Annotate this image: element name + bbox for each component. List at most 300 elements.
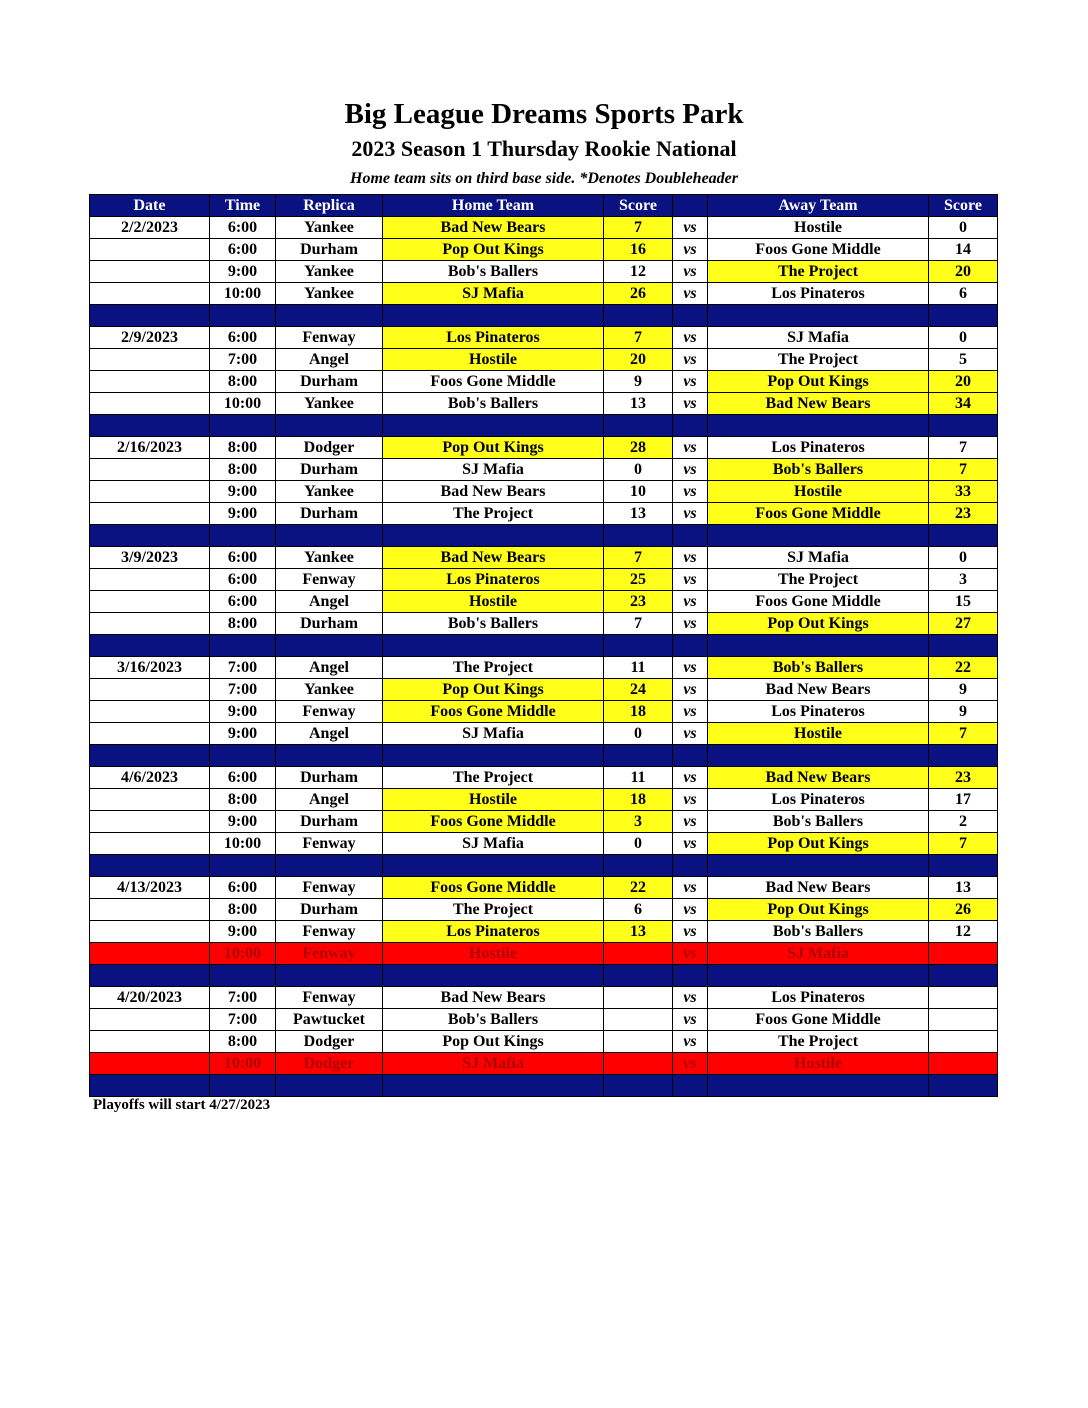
date-cell bbox=[90, 371, 210, 393]
date-cell: 4/6/2023 bbox=[90, 767, 210, 789]
table-row bbox=[90, 1031, 998, 1053]
away-team-cell: Bob's Ballers bbox=[708, 811, 929, 833]
date-cell bbox=[90, 789, 210, 811]
week-separator-row bbox=[90, 415, 998, 437]
table-row bbox=[90, 943, 998, 965]
table-row bbox=[90, 437, 998, 459]
separator-cell bbox=[276, 415, 383, 437]
date-cell bbox=[90, 679, 210, 701]
field-cell: Fenway bbox=[276, 569, 383, 591]
separator-cell bbox=[708, 855, 929, 877]
separator-cell bbox=[90, 415, 210, 437]
home-score-cell: 13 bbox=[604, 503, 673, 525]
table-row bbox=[90, 591, 998, 613]
separator-cell bbox=[929, 525, 998, 547]
vs-cell: vs bbox=[673, 789, 708, 811]
home-team-cell: Pop Out Kings bbox=[383, 437, 604, 459]
separator-cell bbox=[383, 525, 604, 547]
date-cell bbox=[90, 811, 210, 833]
away-team-cell: SJ Mafia bbox=[708, 547, 929, 569]
separator-cell bbox=[604, 965, 673, 987]
home-team-cell: Los Pinateros bbox=[383, 327, 604, 349]
schedule-body bbox=[90, 217, 998, 1097]
time-cell: 9:00 bbox=[210, 481, 276, 503]
field-cell: Yankee bbox=[276, 679, 383, 701]
separator-cell bbox=[210, 1075, 276, 1097]
home-team-cell: SJ Mafia bbox=[383, 283, 604, 305]
date-cell bbox=[90, 701, 210, 723]
week-separator-row bbox=[90, 1075, 998, 1097]
away-team-cell: Hostile bbox=[708, 481, 929, 503]
date-cell bbox=[90, 1009, 210, 1031]
away-team-cell: Bad New Bears bbox=[708, 767, 929, 789]
home-score-cell: 23 bbox=[604, 591, 673, 613]
home-score-cell bbox=[604, 1009, 673, 1031]
home-score-cell: 7 bbox=[604, 547, 673, 569]
date-cell bbox=[90, 943, 210, 965]
date-cell bbox=[90, 283, 210, 305]
separator-cell bbox=[708, 525, 929, 547]
date-cell bbox=[90, 833, 210, 855]
date-cell: 2/2/2023 bbox=[90, 217, 210, 239]
time-cell: 6:00 bbox=[210, 591, 276, 613]
field-cell: Angel bbox=[276, 657, 383, 679]
field-cell: Fenway bbox=[276, 327, 383, 349]
separator-cell bbox=[929, 415, 998, 437]
week-separator-row bbox=[90, 525, 998, 547]
separator-cell bbox=[90, 525, 210, 547]
away-score-cell: 14 bbox=[929, 239, 998, 261]
date-cell bbox=[90, 481, 210, 503]
home-team-cell: Foos Gone Middle bbox=[383, 701, 604, 723]
away-score-cell: 9 bbox=[929, 701, 998, 723]
vs-cell: vs bbox=[673, 393, 708, 415]
away-team-cell: Foos Gone Middle bbox=[708, 1009, 929, 1031]
field-cell: Fenway bbox=[276, 987, 383, 1009]
table-row bbox=[90, 261, 998, 283]
away-score-cell: 20 bbox=[929, 261, 998, 283]
separator-cell bbox=[210, 855, 276, 877]
separator-cell bbox=[383, 965, 604, 987]
away-team-cell: Los Pinateros bbox=[708, 987, 929, 1009]
vs-cell: vs bbox=[673, 657, 708, 679]
field-cell: Fenway bbox=[276, 877, 383, 899]
home-score-cell: 18 bbox=[604, 789, 673, 811]
vs-cell: vs bbox=[673, 459, 708, 481]
home-team-cell: Hostile bbox=[383, 349, 604, 371]
away-team-cell: Los Pinateros bbox=[708, 437, 929, 459]
schedule-table bbox=[89, 194, 998, 1097]
home-score-cell: 7 bbox=[604, 217, 673, 239]
away-score-cell: 6 bbox=[929, 283, 998, 305]
vs-cell: vs bbox=[673, 613, 708, 635]
separator-cell bbox=[383, 855, 604, 877]
date-cell bbox=[90, 569, 210, 591]
date-cell bbox=[90, 1053, 210, 1075]
home-team-cell: Bad New Bears bbox=[383, 987, 604, 1009]
home-score-cell: 13 bbox=[604, 393, 673, 415]
separator-cell bbox=[210, 635, 276, 657]
home-score-cell: 6 bbox=[604, 899, 673, 921]
separator-cell bbox=[210, 745, 276, 767]
away-score-cell: 0 bbox=[929, 217, 998, 239]
away-team-cell: Hostile bbox=[708, 723, 929, 745]
away-team-cell: Foos Gone Middle bbox=[708, 503, 929, 525]
away-score-cell: 7 bbox=[929, 459, 998, 481]
time-cell: 8:00 bbox=[210, 899, 276, 921]
time-cell: 6:00 bbox=[210, 217, 276, 239]
vs-cell: vs bbox=[673, 591, 708, 613]
time-cell: 10:00 bbox=[210, 1053, 276, 1075]
field-cell: Yankee bbox=[276, 283, 383, 305]
home-team-cell: SJ Mafia bbox=[383, 1053, 604, 1075]
away-score-cell: 7 bbox=[929, 723, 998, 745]
time-cell: 7:00 bbox=[210, 679, 276, 701]
home-score-cell: 7 bbox=[604, 613, 673, 635]
home-score-cell: 0 bbox=[604, 833, 673, 855]
home-team-cell: The Project bbox=[383, 657, 604, 679]
field-cell: Durham bbox=[276, 371, 383, 393]
separator-cell bbox=[604, 635, 673, 657]
time-cell: 9:00 bbox=[210, 503, 276, 525]
home-team-cell: The Project bbox=[383, 503, 604, 525]
home-score-cell: 25 bbox=[604, 569, 673, 591]
week-separator-row bbox=[90, 635, 998, 657]
home-score-cell: 26 bbox=[604, 283, 673, 305]
field-cell: Durham bbox=[276, 239, 383, 261]
separator-cell bbox=[929, 745, 998, 767]
away-score-cell: 0 bbox=[929, 327, 998, 349]
separator-cell bbox=[708, 965, 929, 987]
field-cell: Fenway bbox=[276, 943, 383, 965]
schedule-note: Home team sits on third base side. *Denotes Doubleheader bbox=[350, 170, 738, 187]
col-header-replica: Replica bbox=[276, 195, 383, 217]
away-score-cell bbox=[929, 1031, 998, 1053]
date-cell: 2/9/2023 bbox=[90, 327, 210, 349]
away-score-cell: 12 bbox=[929, 921, 998, 943]
home-score-cell: 13 bbox=[604, 921, 673, 943]
away-score-cell: 2 bbox=[929, 811, 998, 833]
field-cell: Durham bbox=[276, 811, 383, 833]
time-cell: 8:00 bbox=[210, 371, 276, 393]
time-cell: 8:00 bbox=[210, 459, 276, 481]
time-cell: 8:00 bbox=[210, 613, 276, 635]
home-team-cell: Hostile bbox=[383, 789, 604, 811]
home-team-cell: Los Pinateros bbox=[383, 569, 604, 591]
vs-cell: vs bbox=[673, 437, 708, 459]
separator-cell bbox=[708, 635, 929, 657]
time-cell: 10:00 bbox=[210, 943, 276, 965]
home-score-cell bbox=[604, 1031, 673, 1053]
separator-cell bbox=[383, 305, 604, 327]
separator-cell bbox=[929, 1075, 998, 1097]
separator-cell bbox=[673, 855, 708, 877]
away-score-cell: 3 bbox=[929, 569, 998, 591]
away-team-cell: Los Pinateros bbox=[708, 283, 929, 305]
separator-cell bbox=[708, 305, 929, 327]
away-score-cell: 7 bbox=[929, 833, 998, 855]
home-team-cell: Los Pinateros bbox=[383, 921, 604, 943]
home-team-cell: Bob's Ballers bbox=[383, 393, 604, 415]
vs-cell: vs bbox=[673, 371, 708, 393]
col-header-home-team: Home Team bbox=[383, 195, 604, 217]
separator-cell bbox=[210, 305, 276, 327]
separator-cell bbox=[708, 745, 929, 767]
table-row bbox=[90, 613, 998, 635]
table-row bbox=[90, 701, 998, 723]
date-cell: 4/20/2023 bbox=[90, 987, 210, 1009]
home-score-cell: 3 bbox=[604, 811, 673, 833]
separator-cell bbox=[929, 305, 998, 327]
home-score-cell: 9 bbox=[604, 371, 673, 393]
away-score-cell: 17 bbox=[929, 789, 998, 811]
time-cell: 7:00 bbox=[210, 657, 276, 679]
vs-cell: vs bbox=[673, 877, 708, 899]
away-team-cell: Foos Gone Middle bbox=[708, 591, 929, 613]
field-cell: Yankee bbox=[276, 261, 383, 283]
away-team-cell: Bad New Bears bbox=[708, 679, 929, 701]
away-team-cell: SJ Mafia bbox=[708, 943, 929, 965]
away-score-cell: 23 bbox=[929, 767, 998, 789]
away-team-cell: Bob's Ballers bbox=[708, 459, 929, 481]
separator-cell bbox=[90, 305, 210, 327]
home-score-cell: 7 bbox=[604, 327, 673, 349]
vs-cell: vs bbox=[673, 239, 708, 261]
table-row bbox=[90, 481, 998, 503]
away-score-cell bbox=[929, 1009, 998, 1031]
away-team-cell: Hostile bbox=[708, 1053, 929, 1075]
date-cell bbox=[90, 239, 210, 261]
away-score-cell: 20 bbox=[929, 371, 998, 393]
separator-cell bbox=[276, 1075, 383, 1097]
table-row bbox=[90, 459, 998, 481]
time-cell: 9:00 bbox=[210, 723, 276, 745]
home-team-cell: The Project bbox=[383, 899, 604, 921]
separator-cell bbox=[276, 305, 383, 327]
separator-cell bbox=[383, 745, 604, 767]
week-separator-row bbox=[90, 965, 998, 987]
home-team-cell: The Project bbox=[383, 767, 604, 789]
separator-cell bbox=[383, 1075, 604, 1097]
vs-cell: vs bbox=[673, 547, 708, 569]
date-cell bbox=[90, 921, 210, 943]
separator-cell bbox=[604, 1075, 673, 1097]
separator-cell bbox=[210, 965, 276, 987]
col-header-away-score: Score bbox=[929, 195, 998, 217]
week-separator-row bbox=[90, 855, 998, 877]
home-team-cell: Bob's Ballers bbox=[383, 261, 604, 283]
table-row bbox=[90, 371, 998, 393]
table-row bbox=[90, 899, 998, 921]
home-team-cell: Bob's Ballers bbox=[383, 613, 604, 635]
time-cell: 7:00 bbox=[210, 987, 276, 1009]
vs-cell: vs bbox=[673, 767, 708, 789]
vs-cell: vs bbox=[673, 833, 708, 855]
separator-cell bbox=[604, 855, 673, 877]
field-cell: Dodger bbox=[276, 1053, 383, 1075]
field-cell: Dodger bbox=[276, 1031, 383, 1053]
table-row bbox=[90, 327, 998, 349]
home-score-cell: 28 bbox=[604, 437, 673, 459]
away-score-cell: 22 bbox=[929, 657, 998, 679]
separator-cell bbox=[276, 525, 383, 547]
time-cell: 8:00 bbox=[210, 437, 276, 459]
date-cell bbox=[90, 1031, 210, 1053]
separator-cell bbox=[90, 855, 210, 877]
away-team-cell: The Project bbox=[708, 349, 929, 371]
table-row bbox=[90, 987, 998, 1009]
away-team-cell: Hostile bbox=[708, 217, 929, 239]
table-row bbox=[90, 811, 998, 833]
separator-cell bbox=[604, 305, 673, 327]
vs-cell: vs bbox=[673, 327, 708, 349]
field-cell: Angel bbox=[276, 789, 383, 811]
field-cell: Yankee bbox=[276, 481, 383, 503]
field-cell: Durham bbox=[276, 613, 383, 635]
table-row bbox=[90, 349, 998, 371]
separator-cell bbox=[929, 965, 998, 987]
home-score-cell: 0 bbox=[604, 459, 673, 481]
away-team-cell: The Project bbox=[708, 569, 929, 591]
vs-cell: vs bbox=[673, 349, 708, 371]
away-team-cell: Los Pinateros bbox=[708, 701, 929, 723]
home-score-cell bbox=[604, 987, 673, 1009]
separator-cell bbox=[210, 415, 276, 437]
vs-cell: vs bbox=[673, 1009, 708, 1031]
table-row bbox=[90, 679, 998, 701]
field-cell: Dodger bbox=[276, 437, 383, 459]
table-row bbox=[90, 569, 998, 591]
table-row bbox=[90, 283, 998, 305]
field-cell: Fenway bbox=[276, 833, 383, 855]
separator-cell bbox=[673, 305, 708, 327]
vs-cell: vs bbox=[673, 943, 708, 965]
field-cell: Angel bbox=[276, 723, 383, 745]
date-cell: 3/9/2023 bbox=[90, 547, 210, 569]
field-cell: Angel bbox=[276, 591, 383, 613]
vs-cell: vs bbox=[673, 481, 708, 503]
away-score-cell: 23 bbox=[929, 503, 998, 525]
date-cell: 2/16/2023 bbox=[90, 437, 210, 459]
time-cell: 8:00 bbox=[210, 1031, 276, 1053]
time-cell: 6:00 bbox=[210, 569, 276, 591]
vs-cell: vs bbox=[673, 217, 708, 239]
away-team-cell: The Project bbox=[708, 1031, 929, 1053]
field-cell: Durham bbox=[276, 459, 383, 481]
separator-cell bbox=[276, 635, 383, 657]
away-team-cell: Pop Out Kings bbox=[708, 613, 929, 635]
away-team-cell: Pop Out Kings bbox=[708, 899, 929, 921]
date-cell bbox=[90, 723, 210, 745]
time-cell: 6:00 bbox=[210, 327, 276, 349]
away-team-cell: Bob's Ballers bbox=[708, 657, 929, 679]
separator-cell bbox=[90, 635, 210, 657]
home-score-cell: 22 bbox=[604, 877, 673, 899]
home-team-cell: Bob's Ballers bbox=[383, 1009, 604, 1031]
time-cell: 7:00 bbox=[210, 1009, 276, 1031]
date-cell bbox=[90, 261, 210, 283]
home-team-cell: Hostile bbox=[383, 943, 604, 965]
field-cell: Fenway bbox=[276, 701, 383, 723]
away-score-cell: 27 bbox=[929, 613, 998, 635]
away-team-cell: Los Pinateros bbox=[708, 789, 929, 811]
home-team-cell: Pop Out Kings bbox=[383, 679, 604, 701]
table-row bbox=[90, 789, 998, 811]
table-row bbox=[90, 1009, 998, 1031]
date-cell: 4/13/2023 bbox=[90, 877, 210, 899]
field-cell: Yankee bbox=[276, 547, 383, 569]
table-row bbox=[90, 1053, 998, 1075]
time-cell: 10:00 bbox=[210, 283, 276, 305]
away-score-cell: 15 bbox=[929, 591, 998, 613]
separator-cell bbox=[604, 415, 673, 437]
separator-cell bbox=[604, 745, 673, 767]
separator-cell bbox=[276, 855, 383, 877]
field-cell: Durham bbox=[276, 503, 383, 525]
col-header-vs bbox=[673, 195, 708, 217]
date-cell bbox=[90, 349, 210, 371]
separator-cell bbox=[604, 525, 673, 547]
away-team-cell: SJ Mafia bbox=[708, 327, 929, 349]
home-score-cell: 24 bbox=[604, 679, 673, 701]
time-cell: 7:00 bbox=[210, 349, 276, 371]
home-team-cell: Bad New Bears bbox=[383, 481, 604, 503]
separator-cell bbox=[929, 635, 998, 657]
separator-cell bbox=[276, 965, 383, 987]
home-score-cell bbox=[604, 943, 673, 965]
away-score-cell: 34 bbox=[929, 393, 998, 415]
separator-cell bbox=[673, 965, 708, 987]
vs-cell: vs bbox=[673, 723, 708, 745]
away-score-cell: 7 bbox=[929, 437, 998, 459]
home-team-cell: Hostile bbox=[383, 591, 604, 613]
time-cell: 6:00 bbox=[210, 767, 276, 789]
col-header-date: Date bbox=[90, 195, 210, 217]
away-score-cell: 26 bbox=[929, 899, 998, 921]
vs-cell: vs bbox=[673, 679, 708, 701]
separator-cell bbox=[673, 1075, 708, 1097]
separator-cell bbox=[673, 525, 708, 547]
separator-cell bbox=[383, 415, 604, 437]
time-cell: 9:00 bbox=[210, 811, 276, 833]
time-cell: 9:00 bbox=[210, 261, 276, 283]
week-separator-row bbox=[90, 745, 998, 767]
separator-cell bbox=[929, 855, 998, 877]
time-cell: 6:00 bbox=[210, 239, 276, 261]
time-cell: 8:00 bbox=[210, 789, 276, 811]
home-team-cell: SJ Mafia bbox=[383, 833, 604, 855]
away-score-cell: 13 bbox=[929, 877, 998, 899]
vs-cell: vs bbox=[673, 1053, 708, 1075]
separator-cell bbox=[210, 525, 276, 547]
vs-cell: vs bbox=[673, 1031, 708, 1053]
home-team-cell: Bad New Bears bbox=[383, 217, 604, 239]
separator-cell bbox=[673, 745, 708, 767]
table-row bbox=[90, 217, 998, 239]
away-team-cell: Bad New Bears bbox=[708, 393, 929, 415]
table-row bbox=[90, 503, 998, 525]
separator-cell bbox=[708, 415, 929, 437]
separator-cell bbox=[90, 1075, 210, 1097]
home-team-cell: Foos Gone Middle bbox=[383, 811, 604, 833]
vs-cell: vs bbox=[673, 261, 708, 283]
field-cell: Angel bbox=[276, 349, 383, 371]
date-cell: 3/16/2023 bbox=[90, 657, 210, 679]
separator-cell bbox=[276, 745, 383, 767]
separator-cell bbox=[90, 745, 210, 767]
home-team-cell: Pop Out Kings bbox=[383, 1031, 604, 1053]
separator-cell bbox=[673, 415, 708, 437]
